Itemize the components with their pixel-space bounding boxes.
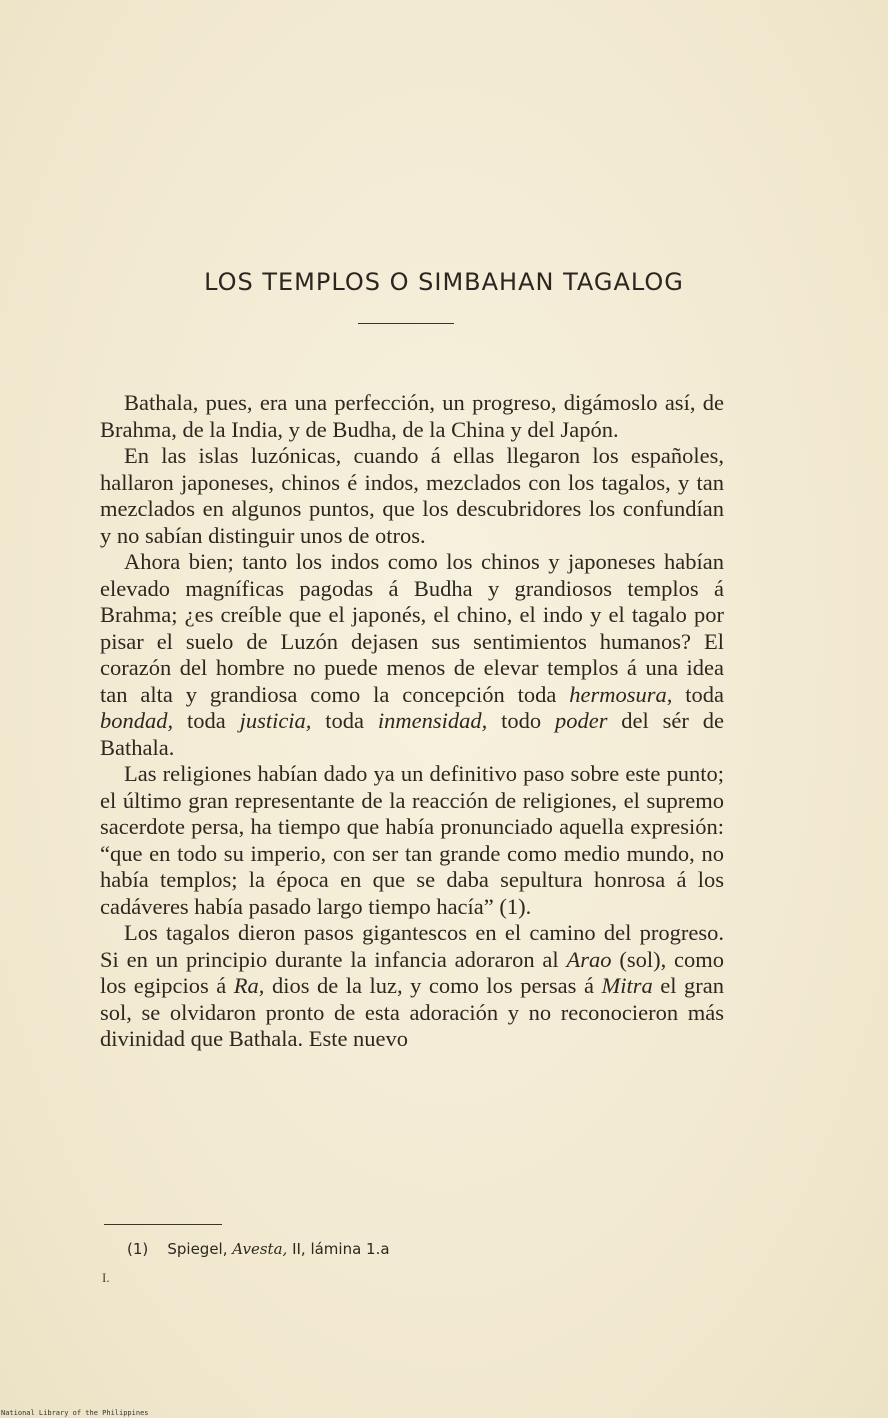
italic-term: Ra, — [233, 973, 265, 998]
text-run: Ahora bien; tanto los indos como los chinos y japoneses habían elevado magníficas pagodas á Budha y grandiosos templos á Brahma; ¿es creíble que el japonés, el chino, el indo y el tagalo por pisar el suelo de Luzón dejasen sus sentimientos humanos? El corazón del hombre no puede menos de elevar templos á una idea tan alta y grandiosa como la concepción toda — [100, 549, 724, 707]
paragraph — [100, 761, 724, 920]
footnote-rest: II, lámina 1.a — [292, 1240, 390, 1258]
text-run: (sol), como los egipcios á — [100, 946, 725, 998]
library-watermark: National Library of the Philippines — [1, 1409, 149, 1417]
text-run: Bathala, pues, era una perfección, un progreso, digámoslo así, de Brahma, de la India, y de Budha, de la China y del Japón. — [100, 390, 724, 442]
text-run: toda — [173, 708, 240, 733]
footnote-work: Avesta, — [232, 1240, 288, 1258]
italic-term: Arao — [566, 946, 612, 972]
text-run: todo — [487, 708, 555, 733]
text-run: toda — [311, 708, 378, 733]
italic-term: justicia, — [239, 708, 312, 733]
paragraph — [100, 390, 724, 443]
footnote — [127, 1240, 390, 1258]
text-run: Los tagalos dieron pasos gigantescos en el camino del progreso. Si en un principio durante la infancia adoraron al — [100, 920, 724, 972]
body-text — [100, 390, 724, 1053]
page-title: LOS TEMPLOS O SIMBAHAN TAGALOG — [204, 268, 684, 296]
text-run: En las islas luzónicas, cuando á ellas llegaron los españoles, hallaron japoneses, chinos é indos, mezclados con los tagalos, y tan mezclados en algunos puntos, que los descubridores los confundían y no sabían distinguir unos de otros. — [100, 443, 724, 548]
italic-term: poder — [554, 708, 608, 733]
text-run: toda — [672, 681, 724, 707]
footnote-divider — [104, 1224, 222, 1225]
italic-term: hermosura, — [569, 681, 673, 707]
italic-term: Mitra — [601, 973, 653, 998]
paragraph — [100, 549, 724, 761]
text-run: el gran sol, se olvidaron pronto de esta adoración y no reconocieron más divinidad que Bathala. Este nuevo — [100, 973, 724, 1051]
italic-term: bondad, — [100, 708, 174, 733]
paragraph — [100, 443, 724, 549]
paragraph — [100, 920, 724, 1053]
text-run: del sér de Bathala. — [100, 708, 724, 760]
signature-mark: I. — [102, 1270, 110, 1285]
text-run: dios de la luz, y como los persas á — [264, 973, 602, 998]
italic-term: inmensidad, — [377, 708, 488, 733]
footnote-author: Spiegel, — [167, 1240, 228, 1258]
text-run: Las religiones habían dado ya un definitivo paso sobre este punto; el último gran representante de la reacción de religiones, el supremo sacerdote persa, ha tiempo que había pronunciado aquella expresión: “que en todo su imperio, con ser tan grande como medio mundo, no había templos; la época en que se daba sepultura honrosa á los cadáveres había pasado largo tiempo hacía” (1). — [100, 761, 724, 919]
title-divider — [358, 323, 454, 324]
footnote-marker: (1) — [127, 1240, 149, 1258]
